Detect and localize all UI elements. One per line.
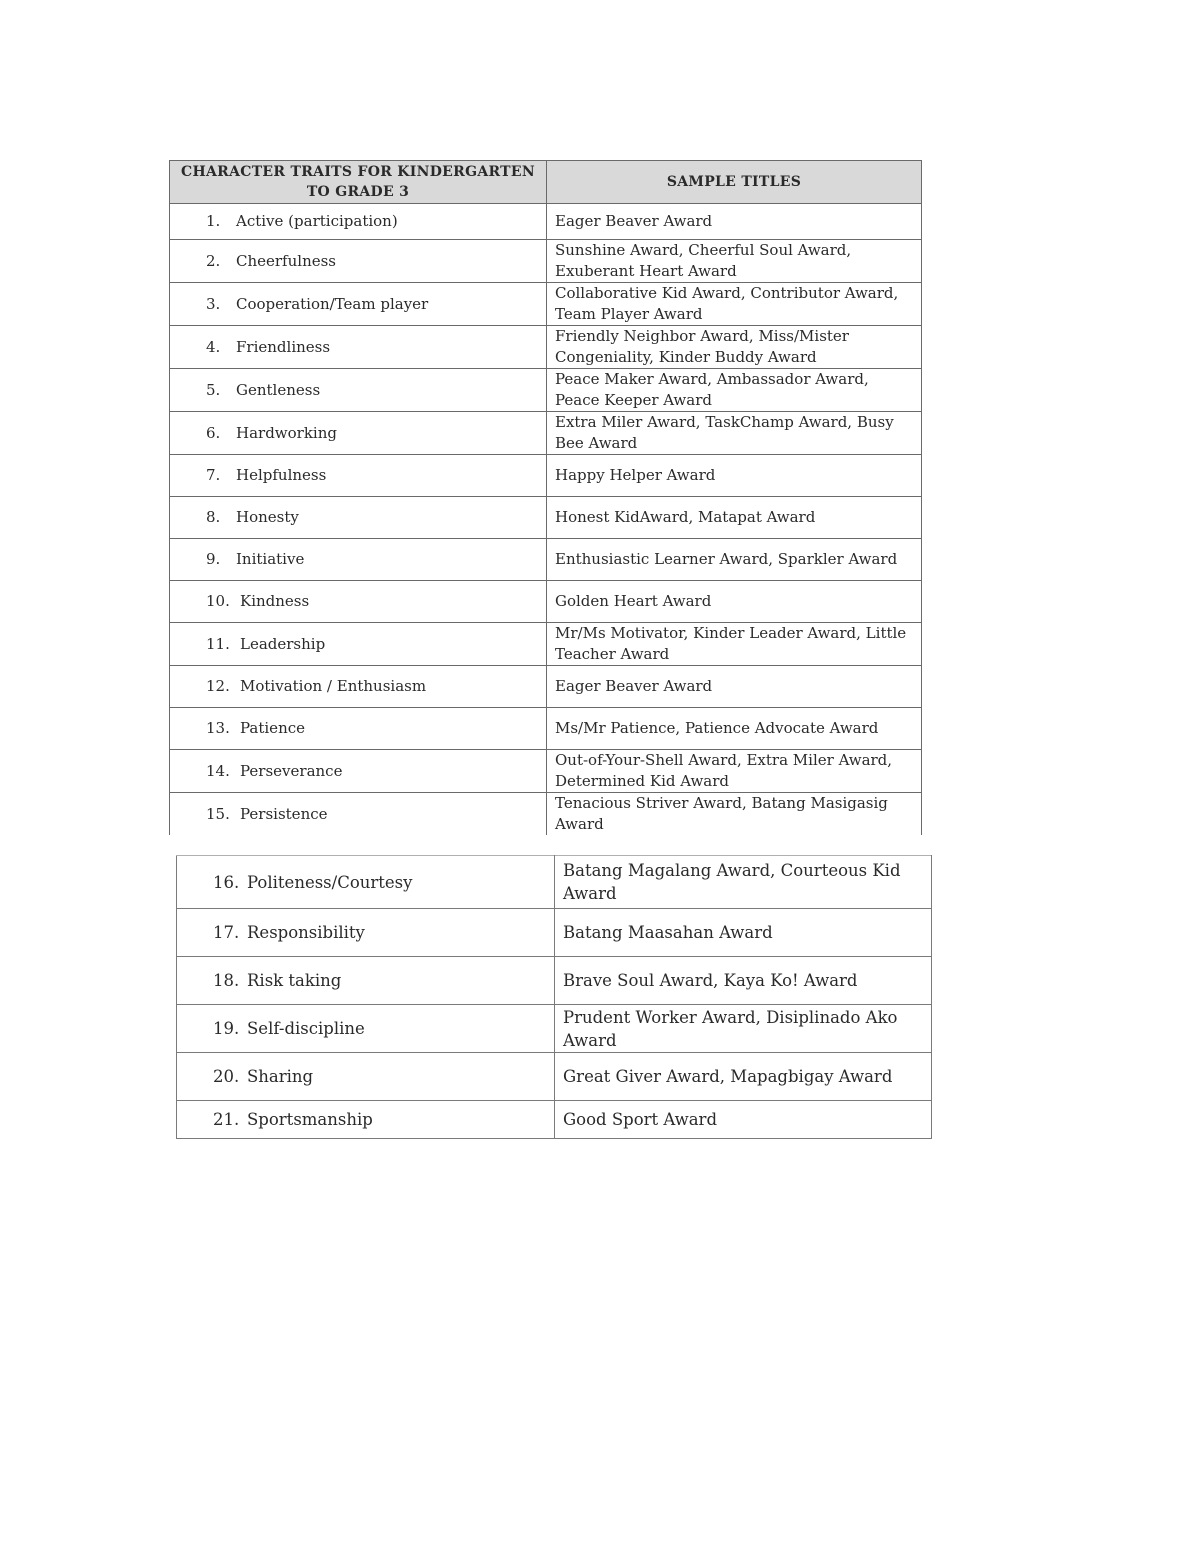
trait-name: Friendliness [236,337,331,356]
trait-cell [177,909,555,957]
trait-name: Honesty [236,508,299,526]
sample-titles-cell: Batang Maasahan Award [555,909,932,957]
table-row [170,623,922,666]
trait-cell [170,369,547,412]
sample-titles-cell: Peace Maker Award, Ambassador Award, Peace Keeper Award [547,369,922,412]
row-number: 11. [206,634,230,653]
row-number: 10. [206,592,230,610]
row-number: 9. [206,550,221,568]
trait-name: Self-discipline [247,1019,365,1038]
table-row [170,497,922,539]
row-number: 12. [206,677,230,695]
table-header-row [170,161,922,204]
table-row [170,240,922,283]
sample-titles-cell: Prudent Worker Award, Disiplinado Ako Award [555,1005,932,1053]
trait-cell [170,240,547,283]
sample-titles-cell: Brave Soul Award, Kaya Ko! Award [555,957,932,1005]
table-row [177,1101,932,1139]
sample-titles-cell: Friendly Neighbor Award, Miss/Mister Congeniality, Kinder Buddy Award [547,326,922,369]
sample-titles-cell: Happy Helper Award [547,455,922,497]
sample-titles-cell: Batang Magalang Award, Courteous Kid Award [555,856,932,909]
trait-name: Risk taking [247,971,342,990]
sample-titles-cell: Eager Beaver Award [547,204,922,240]
trait-name: Motivation / Enthusiasm [240,677,427,695]
trait-name: Active (participation) [236,212,398,230]
sample-titles-cell: Tenacious Striver Award, Batang Masigasig Award [547,793,922,836]
sample-titles-cell: Golden Heart Award [547,581,922,623]
sample-titles-cell: Ms/Mr Patience, Patience Advocate Award [547,708,922,750]
row-number: 17. [213,923,240,942]
table-row [170,539,922,581]
character-traits-table-part-1 [169,160,922,835]
sample-titles-cell: Honest KidAward, Matapat Award [547,497,922,539]
sample-titles-cell: Mr/Ms Motivator, Kinder Leader Award, Little Teacher Award [547,623,922,666]
trait-name: Hardworking [236,423,337,442]
sample-titles-cell: Good Sport Award [555,1101,932,1139]
row-number: 19. [213,1019,240,1038]
table-row [177,957,932,1005]
sample-titles-cell: Enthusiastic Learner Award, Sparkler Award [547,539,922,581]
trait-name: Perseverance [240,761,343,780]
table-row [170,581,922,623]
row-number: 1. [206,212,221,230]
sample-titles-cell: Extra Miler Award, TaskChamp Award, Busy Bee Award [547,412,922,455]
row-number: 8. [206,508,221,526]
table-row [170,666,922,708]
character-traits-table-part-2 [176,855,932,1139]
trait-cell [170,750,547,793]
row-number: 14. [206,761,230,780]
trait-name: Politeness/Courtesy [247,872,413,892]
sample-titles-cell: Great Giver Award, Mapagbigay Award [555,1053,932,1101]
row-number: 3. [206,294,221,313]
header-character-traits: CHARACTER TRAITS FOR KINDERGARTEN TO GRADE 3 [170,161,547,204]
trait-name: Initiative [236,550,305,568]
row-number: 18. [213,971,240,990]
table-row [170,412,922,455]
trait-cell [170,708,547,750]
row-number: 20. [213,1067,240,1086]
trait-name: Sportsmanship [247,1110,373,1129]
row-number: 15. [206,804,230,823]
row-number: 13. [206,719,230,737]
row-number: 6. [206,423,221,442]
row-number: 5. [206,380,221,399]
trait-cell [177,856,555,909]
trait-cell [170,666,547,708]
row-number: 7. [206,466,221,484]
trait-cell [170,204,547,240]
trait-cell [170,793,547,836]
table-row [170,369,922,412]
trait-cell [177,957,555,1005]
trait-cell [170,497,547,539]
table-row [170,793,922,836]
row-number: 21. [213,1110,240,1129]
trait-name: Helpfulness [236,466,327,484]
trait-cell [170,623,547,666]
trait-name: Leadership [240,634,326,653]
trait-cell [170,283,547,326]
trait-name: Persistence [240,804,328,823]
table-row [177,856,932,909]
trait-name: Gentleness [236,380,321,399]
trait-cell [177,1005,555,1053]
row-number: 2. [206,251,221,270]
row-number: 16. [213,872,240,892]
trait-cell [177,1053,555,1101]
trait-name: Responsibility [247,923,365,942]
table-row [177,909,932,957]
table-row [170,455,922,497]
sample-titles-cell: Out-of-Your-Shell Award, Extra Miler Award, Determined Kid Award [547,750,922,793]
trait-name: Sharing [247,1067,314,1086]
trait-cell [170,581,547,623]
trait-cell [177,1101,555,1139]
trait-cell [170,412,547,455]
trait-name: Cooperation/Team player [236,294,429,313]
trait-name: Kindness [240,592,310,610]
row-number: 4. [206,337,221,356]
trait-cell [170,326,547,369]
trait-name: Cheerfulness [236,251,337,270]
trait-cell [170,539,547,581]
table-row [170,708,922,750]
table-row [177,1053,932,1101]
trait-cell [170,455,547,497]
table-row [170,326,922,369]
sample-titles-cell: Sunshine Award, Cheerful Soul Award, Exuberant Heart Award [547,240,922,283]
header-sample-titles: SAMPLE TITLES [547,161,922,204]
sample-titles-cell: Collaborative Kid Award, Contributor Award, Team Player Award [547,283,922,326]
sample-titles-cell: Eager Beaver Award [547,666,922,708]
table-row [170,204,922,240]
trait-name: Patience [240,719,306,737]
table-row [170,283,922,326]
table-row [170,750,922,793]
table-row [177,1005,932,1053]
